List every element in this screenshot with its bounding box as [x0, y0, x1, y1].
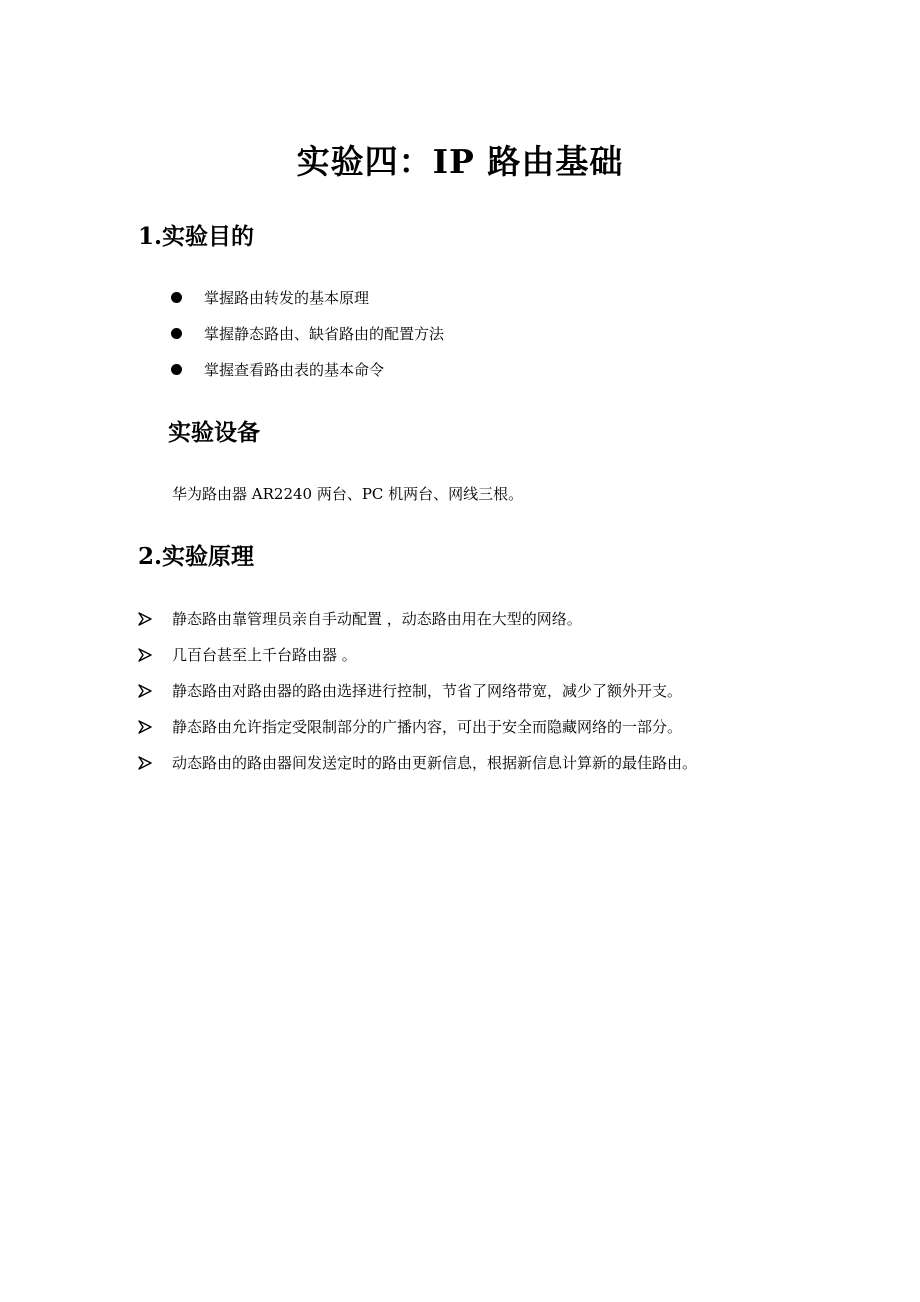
arrow-bullet-icon [138, 756, 152, 770]
list-item-text: 静态路由对路由器的路由选择进行控制，节省了网络带宽，减少了额外开支。 [172, 682, 683, 700]
bullet-dot-icon [171, 292, 182, 303]
list-item-text: 掌握查看路由表的基本命令 [204, 361, 385, 379]
list-item-text: 静态路由允许指定受限制部分的广播内容，可出于安全而隐藏网络的一部分。 [172, 718, 683, 736]
list-item [0, 358, 800, 382]
list-item [0, 751, 800, 775]
section-title-principles: 2.实验原理 [138, 543, 255, 570]
list-item [0, 715, 800, 739]
list-item [0, 286, 800, 310]
bullet-dot-icon [171, 328, 182, 339]
arrow-bullet-icon [138, 684, 152, 698]
equipment-text: 华为路由器 AR2240 两台、PC 机两台、网线三根。 [172, 485, 524, 503]
section-title-equipment: 实验设备 [168, 419, 260, 446]
list-item [0, 322, 800, 346]
list-item-text: 掌握路由转发的基本原理 [204, 289, 370, 307]
list-item-text: 静态路由靠管理员亲自手动配置 ，动态路由用在大型的网络。 [172, 610, 582, 628]
section-title-objectives: 1.实验目的 [138, 223, 255, 250]
arrow-bullet-icon [138, 648, 152, 662]
list-item [0, 607, 800, 631]
arrow-bullet-icon [138, 612, 152, 626]
list-item-text: 动态路由的路由器间发送定时的路由更新信息，根据新信息计算新的最佳路由。 [172, 754, 698, 772]
list-item [0, 679, 800, 703]
list-item-text: 几百台甚至上千台路由器 。 [172, 646, 357, 664]
list-item-text: 掌握静态路由、缺省路由的配置方法 [204, 325, 445, 343]
list-item [0, 643, 800, 667]
bullet-dot-icon [171, 364, 182, 375]
document-title: 实验四：IP 路由基础 [296, 142, 624, 181]
arrow-bullet-icon [138, 720, 152, 734]
